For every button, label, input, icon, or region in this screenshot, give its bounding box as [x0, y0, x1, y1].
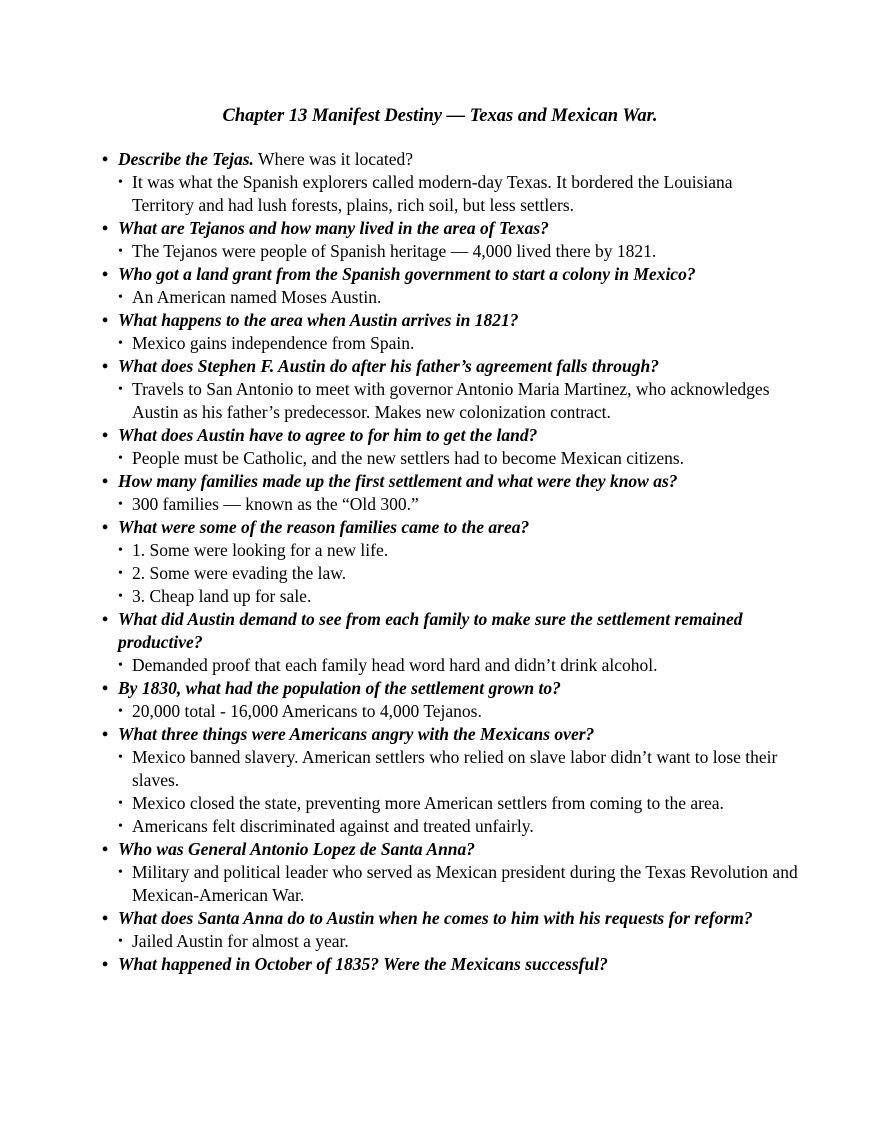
answer [118, 447, 798, 470]
answer-bullet: • [118, 934, 123, 949]
question-bullet: • [102, 471, 109, 491]
answer-list [118, 493, 798, 516]
question-text: What does Stephen F. Austin do after his father’s agreement falls through? [118, 356, 659, 376]
answer-list [118, 378, 798, 424]
question-text: Describe the Tejas. [118, 149, 254, 169]
answer-list [118, 700, 798, 723]
answer-text: People must be Catholic, and the new settlers had to become Mexican citizens. [132, 448, 685, 468]
question-item [102, 677, 798, 723]
answer-bullet: • [118, 658, 123, 673]
answer [118, 286, 798, 309]
answer-text: 20,000 total - 16,000 Americans to 4,000 Tejanos. [132, 701, 482, 721]
question-item [102, 148, 798, 217]
answer-bullet: • [118, 566, 123, 581]
question-text: Who was General Antonio Lopez de Santa Anna? [118, 839, 476, 859]
answer-bullet: • [118, 451, 123, 466]
question-text: What happened in October of 1835? Were the Mexicans successful? [118, 954, 608, 974]
question-suffix: Where was it located? [253, 149, 413, 169]
answer [118, 654, 798, 677]
answer-bullet: • [118, 336, 123, 351]
question [102, 723, 798, 746]
question-bullet: • [102, 724, 109, 744]
question [102, 470, 798, 493]
answer-bullet: • [118, 589, 123, 604]
answer [118, 539, 798, 562]
answer [118, 332, 798, 355]
answer-bullet: • [118, 175, 123, 190]
question-bullet: • [102, 425, 109, 445]
answer [118, 585, 798, 608]
question-bullet: • [102, 310, 109, 330]
answer-text: Mexico closed the state, preventing more American settlers from coming to the area. [132, 793, 724, 813]
question-text: What are Tejanos and how many lived in the area of Texas? [118, 218, 549, 238]
answer-list [118, 746, 798, 838]
answer-text: Demanded proof that each family head word hard and didn’t drink alcohol. [132, 655, 658, 675]
question-item [102, 263, 798, 309]
answer-bullet: • [118, 382, 123, 397]
answer-list [118, 332, 798, 355]
question [102, 608, 798, 654]
question-item [102, 953, 798, 976]
question-item [102, 217, 798, 263]
question-item [102, 723, 798, 838]
answer [118, 930, 798, 953]
question [102, 355, 798, 378]
answer-list [118, 539, 798, 608]
answer [118, 746, 798, 792]
answer-bullet: • [118, 865, 123, 880]
question-item [102, 838, 798, 907]
question-item [102, 424, 798, 470]
answer [118, 815, 798, 838]
question [102, 953, 798, 976]
question-text: What does Austin have to agree to for him to get the land? [118, 425, 538, 445]
answer [118, 700, 798, 723]
question-bullet: • [102, 839, 109, 859]
answer-list [118, 240, 798, 263]
answer-list [118, 654, 798, 677]
question-text: Who got a land grant from the Spanish government to start a colony in Mexico? [118, 264, 696, 284]
answer-text: 3. Cheap land up for sale. [132, 586, 312, 606]
answer [118, 562, 798, 585]
question [102, 217, 798, 240]
question-bullet: • [102, 678, 109, 698]
question [102, 148, 798, 171]
answer-text: Travels to San Antonio to meet with governor Antonio Maria Martinez, who acknowledges Austin as his father’s predecessor. Makes new colonization contract. [132, 379, 770, 422]
answer-list [118, 286, 798, 309]
question-bullet: • [102, 908, 109, 928]
answer-text: 1. Some were looking for a new life. [132, 540, 389, 560]
question-bullet: • [102, 264, 109, 284]
question-bullet: • [102, 609, 109, 629]
answer-bullet: • [118, 819, 123, 834]
question [102, 309, 798, 332]
question-item [102, 516, 798, 608]
question-text: What were some of the reason families came to the area? [118, 517, 530, 537]
answer [118, 171, 798, 217]
question [102, 838, 798, 861]
answer [118, 493, 798, 516]
question-bullet: • [102, 149, 109, 169]
question-text: By 1830, what had the population of the settlement grown to? [118, 678, 561, 698]
question [102, 516, 798, 539]
answer-list [118, 861, 798, 907]
question-list [102, 148, 798, 976]
question [102, 263, 798, 286]
answer-text: Mexico banned slavery. American settlers who relied on slave labor didn’t want to lose their slaves. [132, 747, 778, 790]
answer [118, 378, 798, 424]
answer [118, 861, 798, 907]
answer-bullet: • [118, 290, 123, 305]
question-item [102, 608, 798, 677]
answer [118, 240, 798, 263]
answer-text: Mexico gains independence from Spain. [132, 333, 415, 353]
answer-bullet: • [118, 543, 123, 558]
question [102, 424, 798, 447]
answer-text: The Tejanos were people of Spanish heritage — 4,000 lived there by 1821. [132, 241, 657, 261]
answer-bullet: • [118, 750, 123, 765]
question-bullet: • [102, 954, 109, 974]
answer-list [118, 447, 798, 470]
question [102, 677, 798, 700]
question-item [102, 907, 798, 953]
answer-text: Jailed Austin for almost a year. [132, 931, 349, 951]
question-item [102, 355, 798, 424]
answer-text: It was what the Spanish explorers called modern-day Texas. It bordered the Louisiana Territory and had lush forests, plains, rich soil, but less settlers. [132, 172, 733, 215]
answer [118, 792, 798, 815]
answer-bullet: • [118, 244, 123, 259]
answer-bullet: • [118, 796, 123, 811]
question-bullet: • [102, 356, 109, 376]
question-text: What did Austin demand to see from each family to make sure the settlement remained productive? [118, 609, 743, 652]
question-item [102, 309, 798, 355]
question-item [102, 470, 798, 516]
answer-bullet: • [118, 704, 123, 719]
answer-list [118, 930, 798, 953]
answer-text: Americans felt discriminated against and treated unfairly. [132, 816, 534, 836]
answer-text: 2. Some were evading the law. [132, 563, 347, 583]
question [102, 907, 798, 930]
question-bullet: • [102, 218, 109, 238]
answer-text: An American named Moses Austin. [132, 287, 382, 307]
question-text: What does Santa Anna do to Austin when he comes to him with his requests for reform? [118, 908, 753, 928]
answer-bullet: • [118, 497, 123, 512]
question-text: How many families made up the first settlement and what were they know as? [118, 471, 678, 491]
question-text: What happens to the area when Austin arrives in 1821? [118, 310, 519, 330]
answer-text: 300 families — known as the “Old 300.” [132, 494, 419, 514]
answer-list [118, 171, 798, 217]
question-text: What three things were Americans angry with the Mexicans over? [118, 724, 595, 744]
answer-text: Military and political leader who served as Mexican president during the Texas Revolution and Mexican-American War. [132, 862, 798, 905]
page-title: Chapter 13 Manifest Destiny — Texas and Mexican War. [222, 106, 658, 126]
question-bullet: • [102, 517, 109, 537]
